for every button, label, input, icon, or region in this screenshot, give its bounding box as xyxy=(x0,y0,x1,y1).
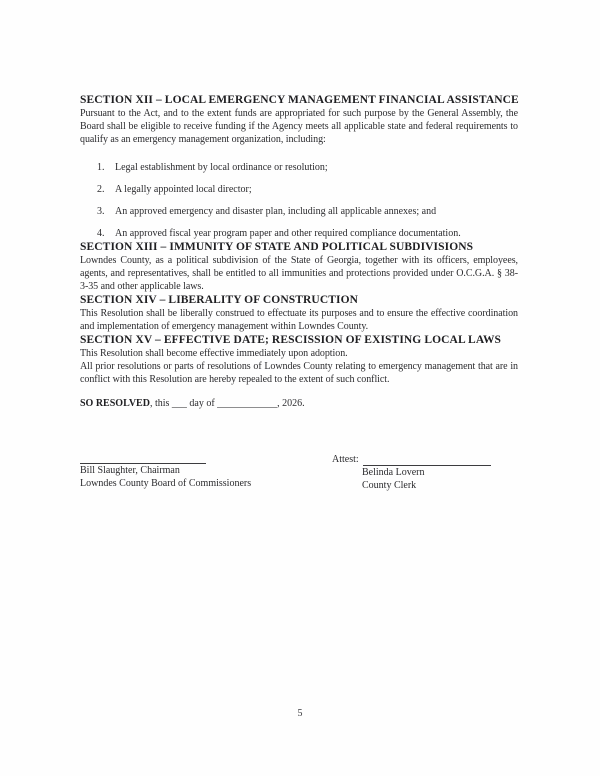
section-xiv-heading: SECTION XIV – LIBERALITY OF CONSTRUCTION xyxy=(80,294,359,306)
list-item-number: 4. xyxy=(97,228,105,239)
section-xv-paragraph-2: All prior resolutions or parts of resolutions of Lowndes County relating to emergency management that are in conflict with this Resolution are hereby repealed to the extent of such conflict. xyxy=(80,361,518,385)
section-xiii-heading: SECTION XIII – IMMUNITY OF STATE AND POLITICAL SUBDIVISIONS xyxy=(80,241,474,253)
so-resolved-rest: , this ___ day of ____________, 2026. xyxy=(149,398,305,409)
section-xiv-paragraph: This Resolution shall be liberally construed to effectuate its purposes and to ensure the effective coordination and implementation of emergency management within Lowndes County. xyxy=(80,308,518,332)
list-item xyxy=(97,161,518,174)
signature-block xyxy=(80,453,518,492)
list-item-text: Legal establishment by local ordinance or resolution; xyxy=(115,162,328,173)
chairman-signature-line xyxy=(80,453,206,464)
clerk-name: Belinda Lovern xyxy=(362,467,425,478)
chairman-name: Bill Slaughter, Chairman xyxy=(80,465,180,476)
list-item xyxy=(97,183,518,196)
list-item xyxy=(97,227,518,240)
list-item-text: An approved fiscal year program paper and other required compliance documentation. xyxy=(115,228,461,239)
clerk-title: County Clerk xyxy=(362,480,417,491)
list-item xyxy=(97,205,518,218)
list-item-number: 2. xyxy=(97,184,105,195)
list-item-text: An approved emergency and disaster plan, including all applicable annexes; and xyxy=(115,206,437,217)
list-item-number: 3. xyxy=(97,206,105,217)
chairman-org: Lowndes County Board of Commissioners xyxy=(80,478,252,489)
attest-label: Attest: xyxy=(332,454,359,465)
list-item-number: 1. xyxy=(97,162,105,173)
chairman-signature-area xyxy=(80,453,332,492)
so-resolved-bold: SO RESOLVED xyxy=(80,398,150,409)
clerk-signature-line xyxy=(363,455,491,466)
page-number: 5 xyxy=(297,708,303,719)
section-xv-heading: SECTION XV – EFFECTIVE DATE; RESCISSION OF EXISTING LOCAL LAWS xyxy=(80,334,502,346)
so-resolved-line xyxy=(80,397,518,410)
section-xii-heading: SECTION XII – LOCAL EMERGENCY MANAGEMENT FINANCIAL ASSISTANCE xyxy=(80,94,519,106)
attest-row xyxy=(332,453,491,466)
clerk-names xyxy=(362,466,491,492)
requirements-list xyxy=(97,161,518,240)
section-xv-paragraph-1: This Resolution shall become effective immediately upon adoption. xyxy=(80,348,348,359)
section-xii-paragraph: Pursuant to the Act, and to the extent funds are appropriated for such purpose by the General Assembly, the Board shall be eligible to receive funding if the Agency meets all applicable state and federal requirements to qualify as an emergency management organization, including: xyxy=(80,108,518,145)
list-item-text: A legally appointed local director; xyxy=(115,184,252,195)
clerk-signature-area xyxy=(332,453,491,492)
section-xiii-paragraph: Lowndes County, as a political subdivision of the State of Georgia, together with its officers, employees, agents, and representatives, shall be entitled to all immunities and protections provided under O.C.G.A. § 38-3-35 and other applicable laws. xyxy=(80,255,518,292)
